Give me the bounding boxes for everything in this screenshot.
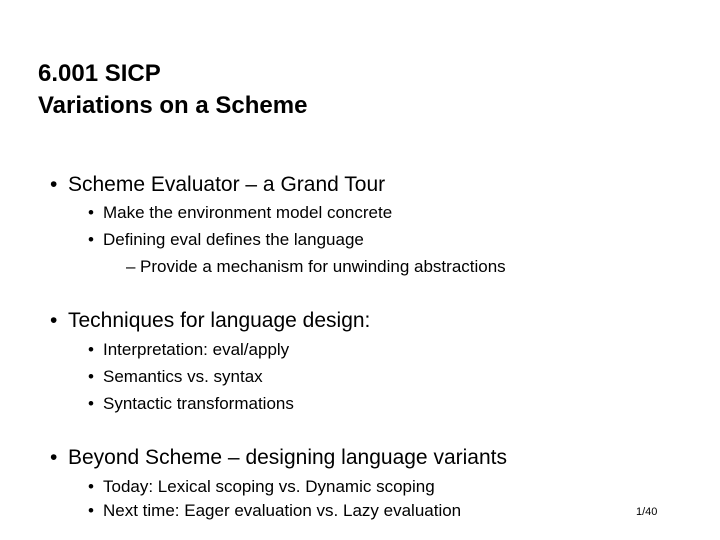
sub-bullet: • Next time: Eager evaluation vs. Lazy evaluation [88,501,462,520]
sub-bullet: • Interpretation: eval/apply [88,340,290,359]
sub-bullet: • Make the environment model concrete [88,203,393,222]
bullet: • Beyond Scheme – designing language variants [50,446,507,469]
page-number: 1/40 [636,506,658,518]
sub-sub-bullet: – Provide a mechanism for unwinding abstractions [126,257,506,276]
sub-bullet: • Today: Lexical scoping vs. Dynamic scoping [88,477,435,496]
sub-bullet: • Syntactic transformations [88,394,294,413]
title-line-1: 6.001 SICP [38,60,161,87]
title-line-2: Variations on a Scheme [38,92,308,119]
bullet: • Techniques for language design: [50,309,371,332]
sub-bullet: • Defining eval defines the language [88,230,364,249]
bullet: • Scheme Evaluator – a Grand Tour [50,173,386,196]
sub-bullet: • Semantics vs. syntax [88,367,263,386]
